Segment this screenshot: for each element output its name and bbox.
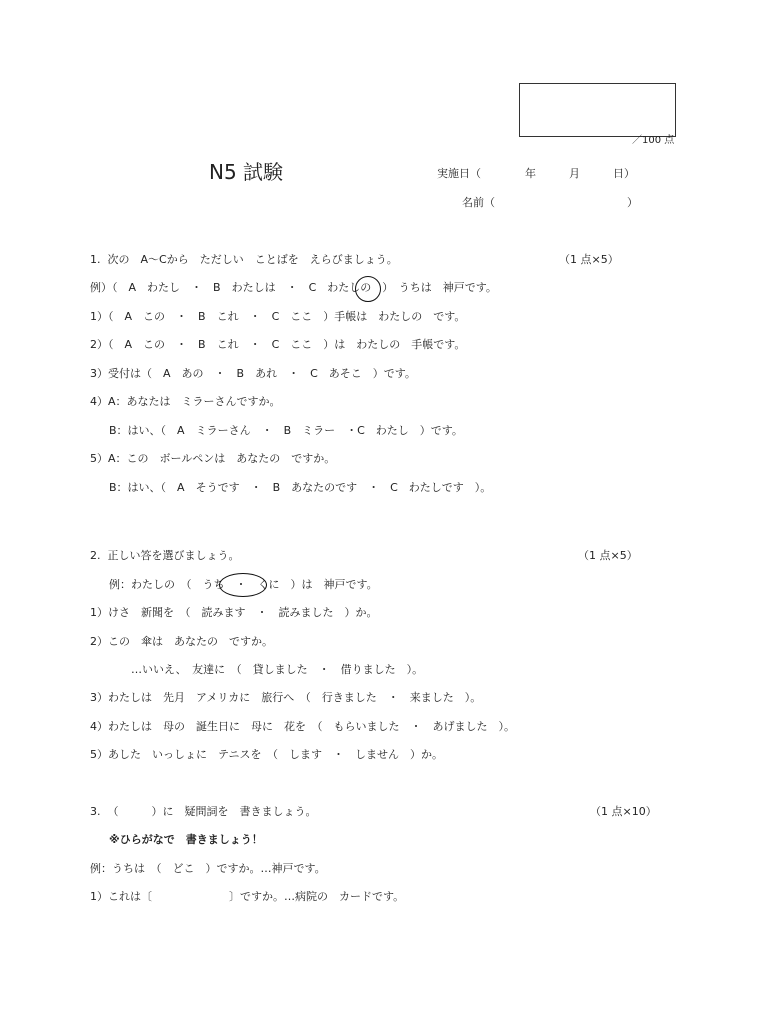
section3-heading: 3. （ ）に 疑問詞を 書きましょう。 <box>90 805 317 818</box>
section3-points: （1 点×10） <box>590 805 657 818</box>
section2-q2b: …いいえ、 友達に （ 貸しました ・ 借りました ）。 <box>131 663 424 676</box>
section1-q4b: B：はい、（ A ミラーさん ・ B ミラー ・C わたし ）です。 <box>109 424 463 437</box>
section1-q4a: 4）A：あなたは ミラーさんですか。 <box>90 395 281 408</box>
section2-points: （1 点×5） <box>578 549 638 562</box>
section1-heading: 1. 次の A～Cから ただしい ことばを えらびましょう。 <box>90 253 398 266</box>
date-field: 実施日（ 年 月 日） <box>437 167 635 180</box>
section2-example: 例：わたしの （ うち ・ くに ）は 神戸です。 <box>109 578 378 591</box>
section2-q3: 3）わたしは 先月 アメリカに 旅行へ （ 行きました ・ 来ました ）。 <box>90 691 482 704</box>
section3-note: ※ひらがなで 書きましょう！ <box>109 833 263 846</box>
section2-q5: 5）あした いっしょに テニスを （ します ・ しません ）か。 <box>90 748 444 761</box>
section2-q1: 1）けさ 新聞を （ 読みます ・ 読みました ）か。 <box>90 606 378 619</box>
name-field: 名前（ ） <box>462 196 638 209</box>
section2-heading: 2. 正しい答を選びましょう。 <box>90 549 240 562</box>
section1-q2: 2）（ A この ・ B これ ・ C ここ ）は わたしの 手帳です。 <box>90 338 466 351</box>
section1-q5b: B：はい、（ A そうです ・ B あなたのです ・ C わたしです ）。 <box>109 481 492 494</box>
section1-q5a: 5）A：この ボールペンは あなたの ですか。 <box>90 452 336 465</box>
section1-example: 例）（ A わたし ・ B わたしは ・ C わたしの ） うちは 神戸です。 <box>90 281 497 294</box>
score-box[interactable] <box>519 83 676 137</box>
section3-q1: 1）これは〔 〕ですか。…病院の カードです。 <box>90 890 405 903</box>
page-title: N5 試験 <box>209 160 284 184</box>
score-label: ／100 点 <box>632 135 675 146</box>
section1-q1: 1）（ A この ・ B これ ・ C ここ ）手帳は わたしの です。 <box>90 310 466 323</box>
section3-example: 例：うちは （ どこ ）ですか。…神戸です。 <box>90 862 326 875</box>
section2-q4: 4）わたしは 母の 誕生日に 母に 花を （ もらいました ・ あげました ）。 <box>90 720 515 733</box>
section2-q2a: 2）この 傘は あなたの ですか。 <box>90 635 273 648</box>
answer-ellipse-mark <box>219 573 267 597</box>
section1-q3: 3）受付は（ A あの ・ B あれ ・ C あそこ ）です。 <box>90 367 416 380</box>
section1-points: （1 点×5） <box>559 253 619 266</box>
answer-circle-mark <box>355 276 381 302</box>
